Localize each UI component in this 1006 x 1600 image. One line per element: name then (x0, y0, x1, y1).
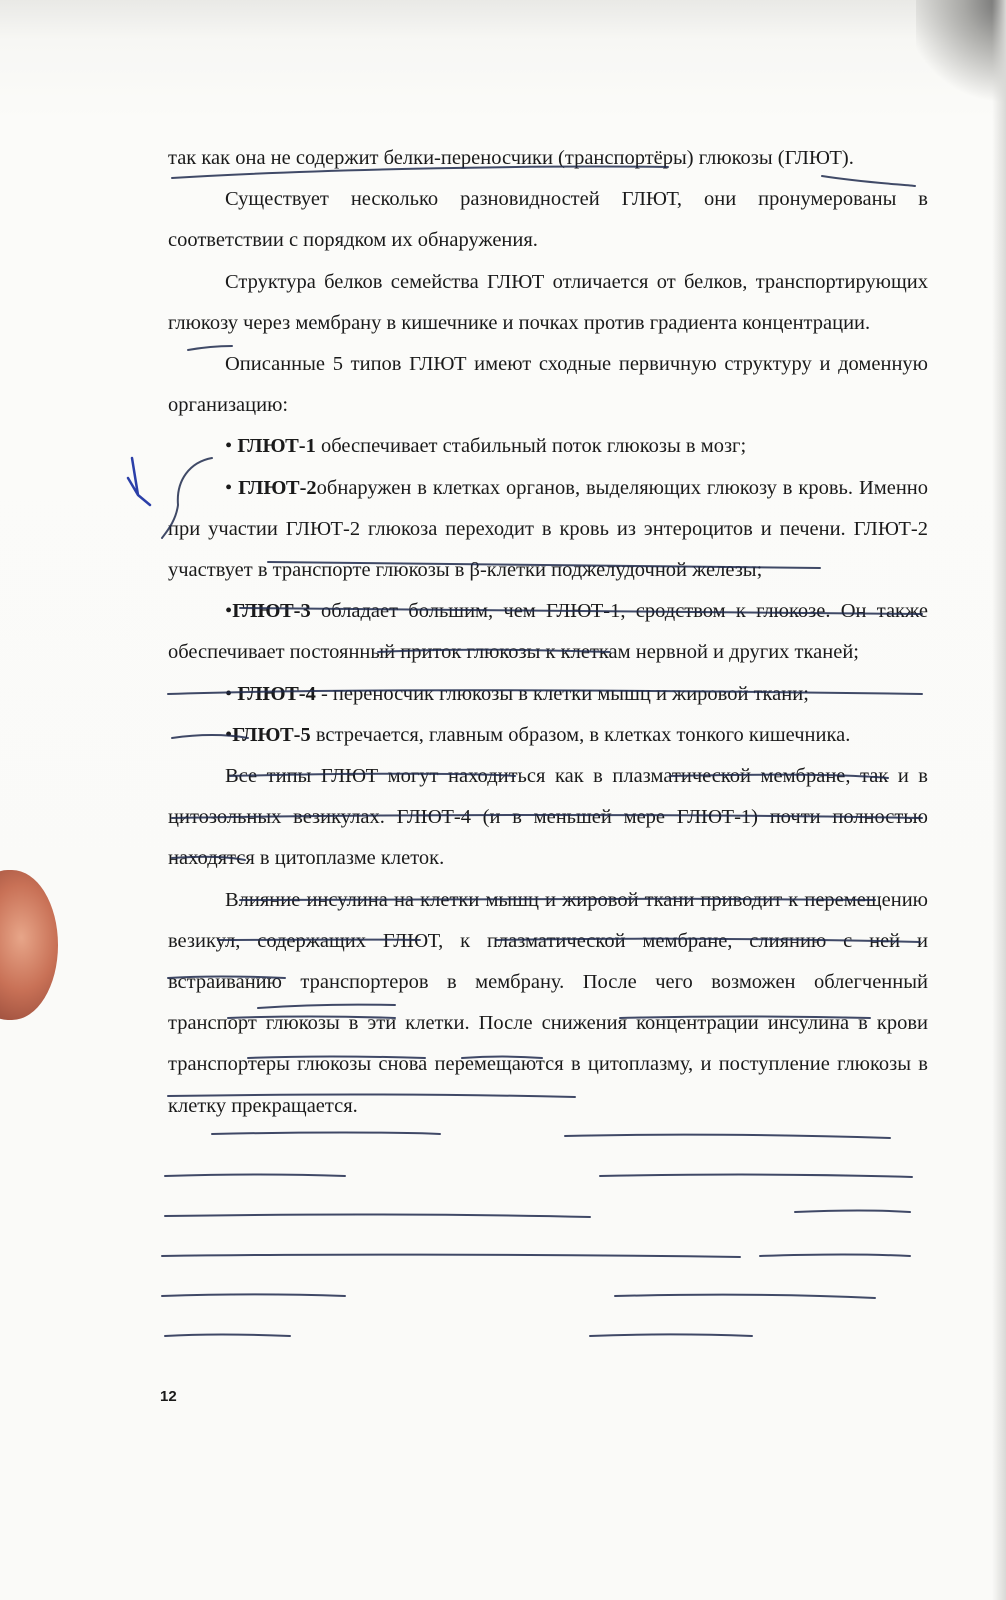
pen-underline (165, 1335, 290, 1337)
page-edge-shadow (992, 0, 1006, 1600)
bullet-marker: • (225, 600, 233, 623)
bullet-term: ГЛЮТ-5 (232, 723, 311, 746)
bullet-marker: • (225, 723, 233, 746)
bullet-text: - переносчик глюкозы в клетки мышц и жировой ткани; (315, 682, 809, 705)
bullet-marker: • (225, 682, 233, 705)
bullet-term: ГЛЮТ-4 (237, 682, 316, 705)
pen-underline (565, 1135, 890, 1138)
body-text (168, 138, 928, 1127)
paragraph: Существует несколько разновидностей ГЛЮТ, они пронумерованы в соответствии с порядком их обнаружения. (168, 188, 928, 252)
paragraph: так как она не содержит белки-переносчики (транспортёры) глюкозы (ГЛЮТ). (168, 147, 854, 169)
bullet-text: встречается, главным образом, в клетках тонкого кишечника. (310, 723, 851, 746)
list-item (168, 591, 928, 673)
bullet-term: ГЛЮТ-2 (238, 476, 317, 499)
list-item (168, 468, 928, 592)
pen-underline (600, 1175, 912, 1177)
pen-underline (795, 1211, 910, 1213)
pen-underline (162, 1295, 345, 1297)
paragraph: Описанные 5 типов ГЛЮТ имеют сходные первичную структуру и доменную организацию: (168, 353, 928, 417)
pen-underline (760, 1255, 910, 1257)
bullet-text: обнаружен в клетках органов, выделяющих глюкозу в кровь. Именно при участии ГЛЮТ-2 глюкоза переходит в кровь из энтероцитов и печени. ГЛЮТ-2 участвует в транспорте глюкозы в β-клетки поджелудочной железы; (168, 476, 929, 582)
bullet-marker: • (225, 476, 233, 499)
bullet-text: обладает большим, чем ГЛЮТ-1, сродством к глюкозе. Он также обеспечивает постоянный приток глюкозы к клеткам нервной и других тканей; (168, 600, 928, 664)
pen-underline (615, 1295, 875, 1298)
list-item (168, 715, 928, 756)
bullet-term: ГЛЮТ-3 (232, 600, 311, 623)
pen-underline (162, 1255, 740, 1257)
paragraph: Структура белков семейства ГЛЮТ отличается от белков, транспортирующих глюкозу через мембрану в кишечнике и почках против градиента концентрации. (168, 270, 928, 334)
pen-underline (590, 1335, 752, 1337)
page-number: 12 (160, 1388, 177, 1405)
pen-underline (165, 1175, 345, 1177)
paragraph: Влияние инсулина на клетки мышц и жировой ткани приводит к перемещению везикул, содержащих ГЛЮТ, к плазматической мембране, слиянию с ней и встраиванию транспортеров в мембрану. После чего возможен облегченный транспорт глюкозы в эти клетки. После снижения концентрации инсулина в крови транспортеры глюкозы снова перемещаются в цитоплазму, и поступление глюкозы в клетку прекращается. (168, 888, 928, 1117)
bullet-term: ГЛЮТ-1 (237, 435, 316, 458)
list-item (168, 426, 928, 467)
finger-shadow (0, 870, 58, 1020)
pen-underline (212, 1133, 440, 1135)
bullet-marker: • (225, 435, 233, 458)
pen-underline (165, 1215, 590, 1217)
paragraph: Все типы ГЛЮТ могут находиться как в плазматической мембране, так и в цитозольных везикулах. ГЛЮТ-4 (и в меньшей мере ГЛЮТ-1) почти полностью находятся в цитоплазме клеток. (168, 765, 928, 870)
list-item (168, 674, 928, 715)
bullet-text: обеспечивает стабильный поток глюкозы в мозг; (315, 435, 747, 458)
pen-checkmark (128, 458, 150, 505)
